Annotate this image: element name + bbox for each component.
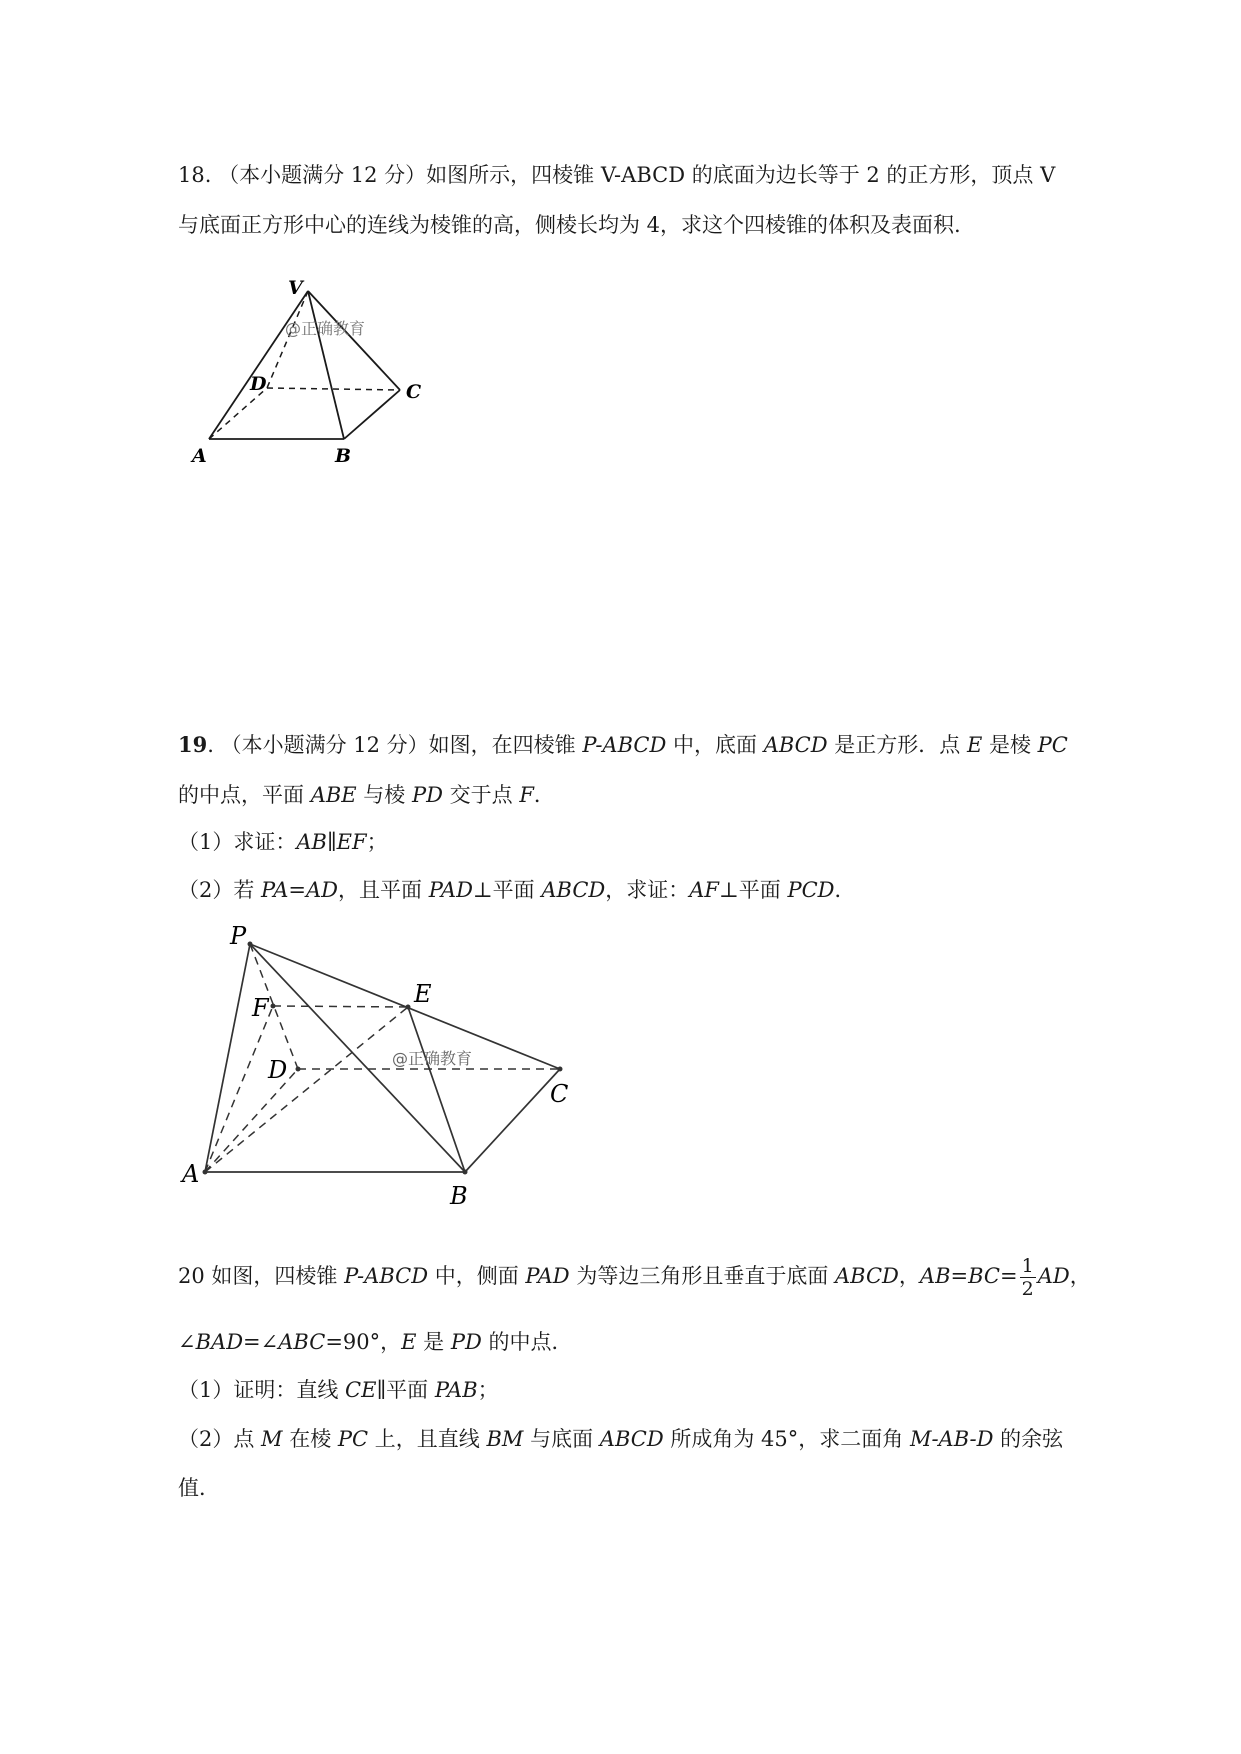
q18-label-v: V bbox=[288, 277, 303, 299]
q20-text: 在棱 bbox=[282, 1427, 338, 1451]
q20-math: PD bbox=[450, 1330, 482, 1354]
q20-text: 是 bbox=[416, 1330, 451, 1354]
q19-math: ABCD bbox=[763, 733, 828, 757]
q19-math: P-ABCD bbox=[582, 733, 667, 757]
q19-math: PD bbox=[411, 783, 443, 807]
q19-text: 与棱 bbox=[356, 783, 412, 807]
q20-text: ， bbox=[898, 1264, 920, 1288]
q19-text: ，求证： bbox=[605, 878, 690, 902]
q18-line-1: 18. （本小题满分 12 分）如图所示，四棱锥 V-ABCD 的底面为边长等于 2 的正方形，顶点 V bbox=[178, 163, 1056, 187]
q19-math: PCD bbox=[787, 878, 835, 902]
q20-math: CE bbox=[345, 1378, 377, 1402]
q19-text: ； bbox=[366, 830, 388, 854]
q19-text: ，且平面 bbox=[338, 878, 429, 902]
q19-label-p: P bbox=[230, 922, 247, 950]
q19-text: （1）求证： bbox=[178, 830, 297, 854]
q20-line-1 bbox=[178, 1255, 1091, 1300]
q19-text: 是棱 bbox=[982, 733, 1038, 757]
q20-text: =∠ bbox=[243, 1330, 279, 1354]
q20-text: ； bbox=[477, 1378, 499, 1402]
q20-math: ABCD bbox=[835, 1264, 899, 1288]
q20-text: ， bbox=[1069, 1264, 1091, 1288]
q18-line-2: 与底面正方形中心的连线为棱锥的高，侧棱长均为 4，求这个四棱锥的体积及表面积. bbox=[178, 213, 961, 237]
q19-part-1 bbox=[178, 827, 388, 857]
q20-fraction-numerator: 1 bbox=[1021, 1255, 1034, 1277]
q20-math: M bbox=[261, 1427, 283, 1451]
q19-line-2 bbox=[178, 780, 555, 810]
q19-label-d: D bbox=[268, 1056, 288, 1084]
q19-math: PAD bbox=[428, 878, 473, 902]
q20-math: BAD bbox=[195, 1330, 244, 1354]
q20-part-1 bbox=[178, 1375, 499, 1405]
q19-text: ． bbox=[533, 783, 555, 807]
q19-math: PA=AD bbox=[261, 878, 339, 902]
q20-part-2-cont: 值． bbox=[178, 1476, 220, 1500]
q19-label-e: E bbox=[414, 980, 432, 1008]
q20-math: AD bbox=[1037, 1264, 1070, 1288]
q20-math: ABCD bbox=[599, 1427, 664, 1451]
q19-text: 交于点 bbox=[442, 783, 520, 807]
q20-fraction bbox=[1020, 1255, 1036, 1300]
q19-text: ⊥平面 bbox=[472, 878, 542, 902]
q19-math: E bbox=[966, 733, 983, 757]
q20-text: =90°， bbox=[325, 1330, 402, 1354]
q20-text: （1）证明：直线 bbox=[178, 1378, 346, 1402]
q19-label-a: A bbox=[182, 1160, 200, 1188]
q19-math: F bbox=[519, 783, 534, 807]
q19-number: 19 bbox=[178, 732, 208, 757]
q20-text: ∥平面 bbox=[376, 1378, 435, 1402]
q20-math: PAB bbox=[434, 1378, 478, 1402]
q18-watermark: @正确教育 bbox=[285, 319, 366, 338]
q19-math: AB∥EF bbox=[296, 830, 367, 854]
q18-label-c: C bbox=[406, 381, 422, 403]
q20-math: AB=BC= bbox=[919, 1264, 1018, 1288]
q19-text: ⊥平面 bbox=[719, 878, 788, 902]
q19-math: ABE bbox=[310, 783, 357, 807]
q18-label-a: A bbox=[192, 445, 207, 467]
q20-math: PAD bbox=[525, 1264, 570, 1288]
q19-label-c: C bbox=[550, 1080, 569, 1108]
q20-line-2 bbox=[178, 1327, 573, 1357]
q19-text: ． bbox=[834, 878, 856, 902]
q18-pyramid-figure bbox=[180, 262, 440, 472]
q20-text: （2）点 bbox=[178, 1427, 262, 1451]
q20-text: 与底面 bbox=[523, 1427, 600, 1451]
q19-label-b: B bbox=[450, 1182, 468, 1210]
q19-text: . （本小题满分 12 分）如图，在四棱锥 bbox=[207, 733, 583, 757]
q18-label-b: B bbox=[335, 445, 352, 467]
q20-math: P-ABCD bbox=[344, 1264, 429, 1288]
q19-part-2 bbox=[178, 875, 856, 905]
q19-math: AF bbox=[689, 878, 720, 902]
q19-text: 是正方形．点 bbox=[827, 733, 967, 757]
q20-text: 20 如图，四棱锥 bbox=[178, 1264, 345, 1288]
q19-line-1 bbox=[178, 730, 1068, 760]
q20-text: 上，且直线 bbox=[368, 1427, 487, 1451]
q20-text: ∠ bbox=[178, 1330, 196, 1354]
q19-math: ABCD bbox=[541, 878, 606, 902]
q19-label-f: F bbox=[252, 994, 269, 1022]
q20-math: PC bbox=[337, 1427, 369, 1451]
q19-text: 的中点，平面 bbox=[178, 783, 311, 807]
q20-fraction-denominator: 2 bbox=[1021, 1278, 1034, 1300]
q19-watermark: @正确教育 bbox=[392, 1049, 473, 1068]
q20-text: 所成角为 45°，求二面角 bbox=[663, 1427, 910, 1451]
q19-pyramid-figure bbox=[170, 912, 600, 1212]
q18-label-d: D bbox=[250, 373, 267, 395]
q20-math: E bbox=[401, 1330, 417, 1354]
q20-text: 的余弦 bbox=[993, 1427, 1064, 1451]
q20-text: 中，侧面 bbox=[428, 1264, 526, 1288]
q20-math: ABC bbox=[278, 1330, 326, 1354]
q19-math: PC bbox=[1037, 733, 1068, 757]
q20-math: M-AB-D bbox=[909, 1427, 994, 1451]
q19-text: （2）若 bbox=[178, 878, 262, 902]
q20-part-2 bbox=[178, 1424, 1063, 1454]
q20-text: 为等边三角形且垂直于底面 bbox=[569, 1264, 835, 1288]
q19-text: 中，底面 bbox=[666, 733, 764, 757]
q20-text: 的中点． bbox=[481, 1330, 573, 1354]
q20-math: BM bbox=[486, 1427, 524, 1451]
